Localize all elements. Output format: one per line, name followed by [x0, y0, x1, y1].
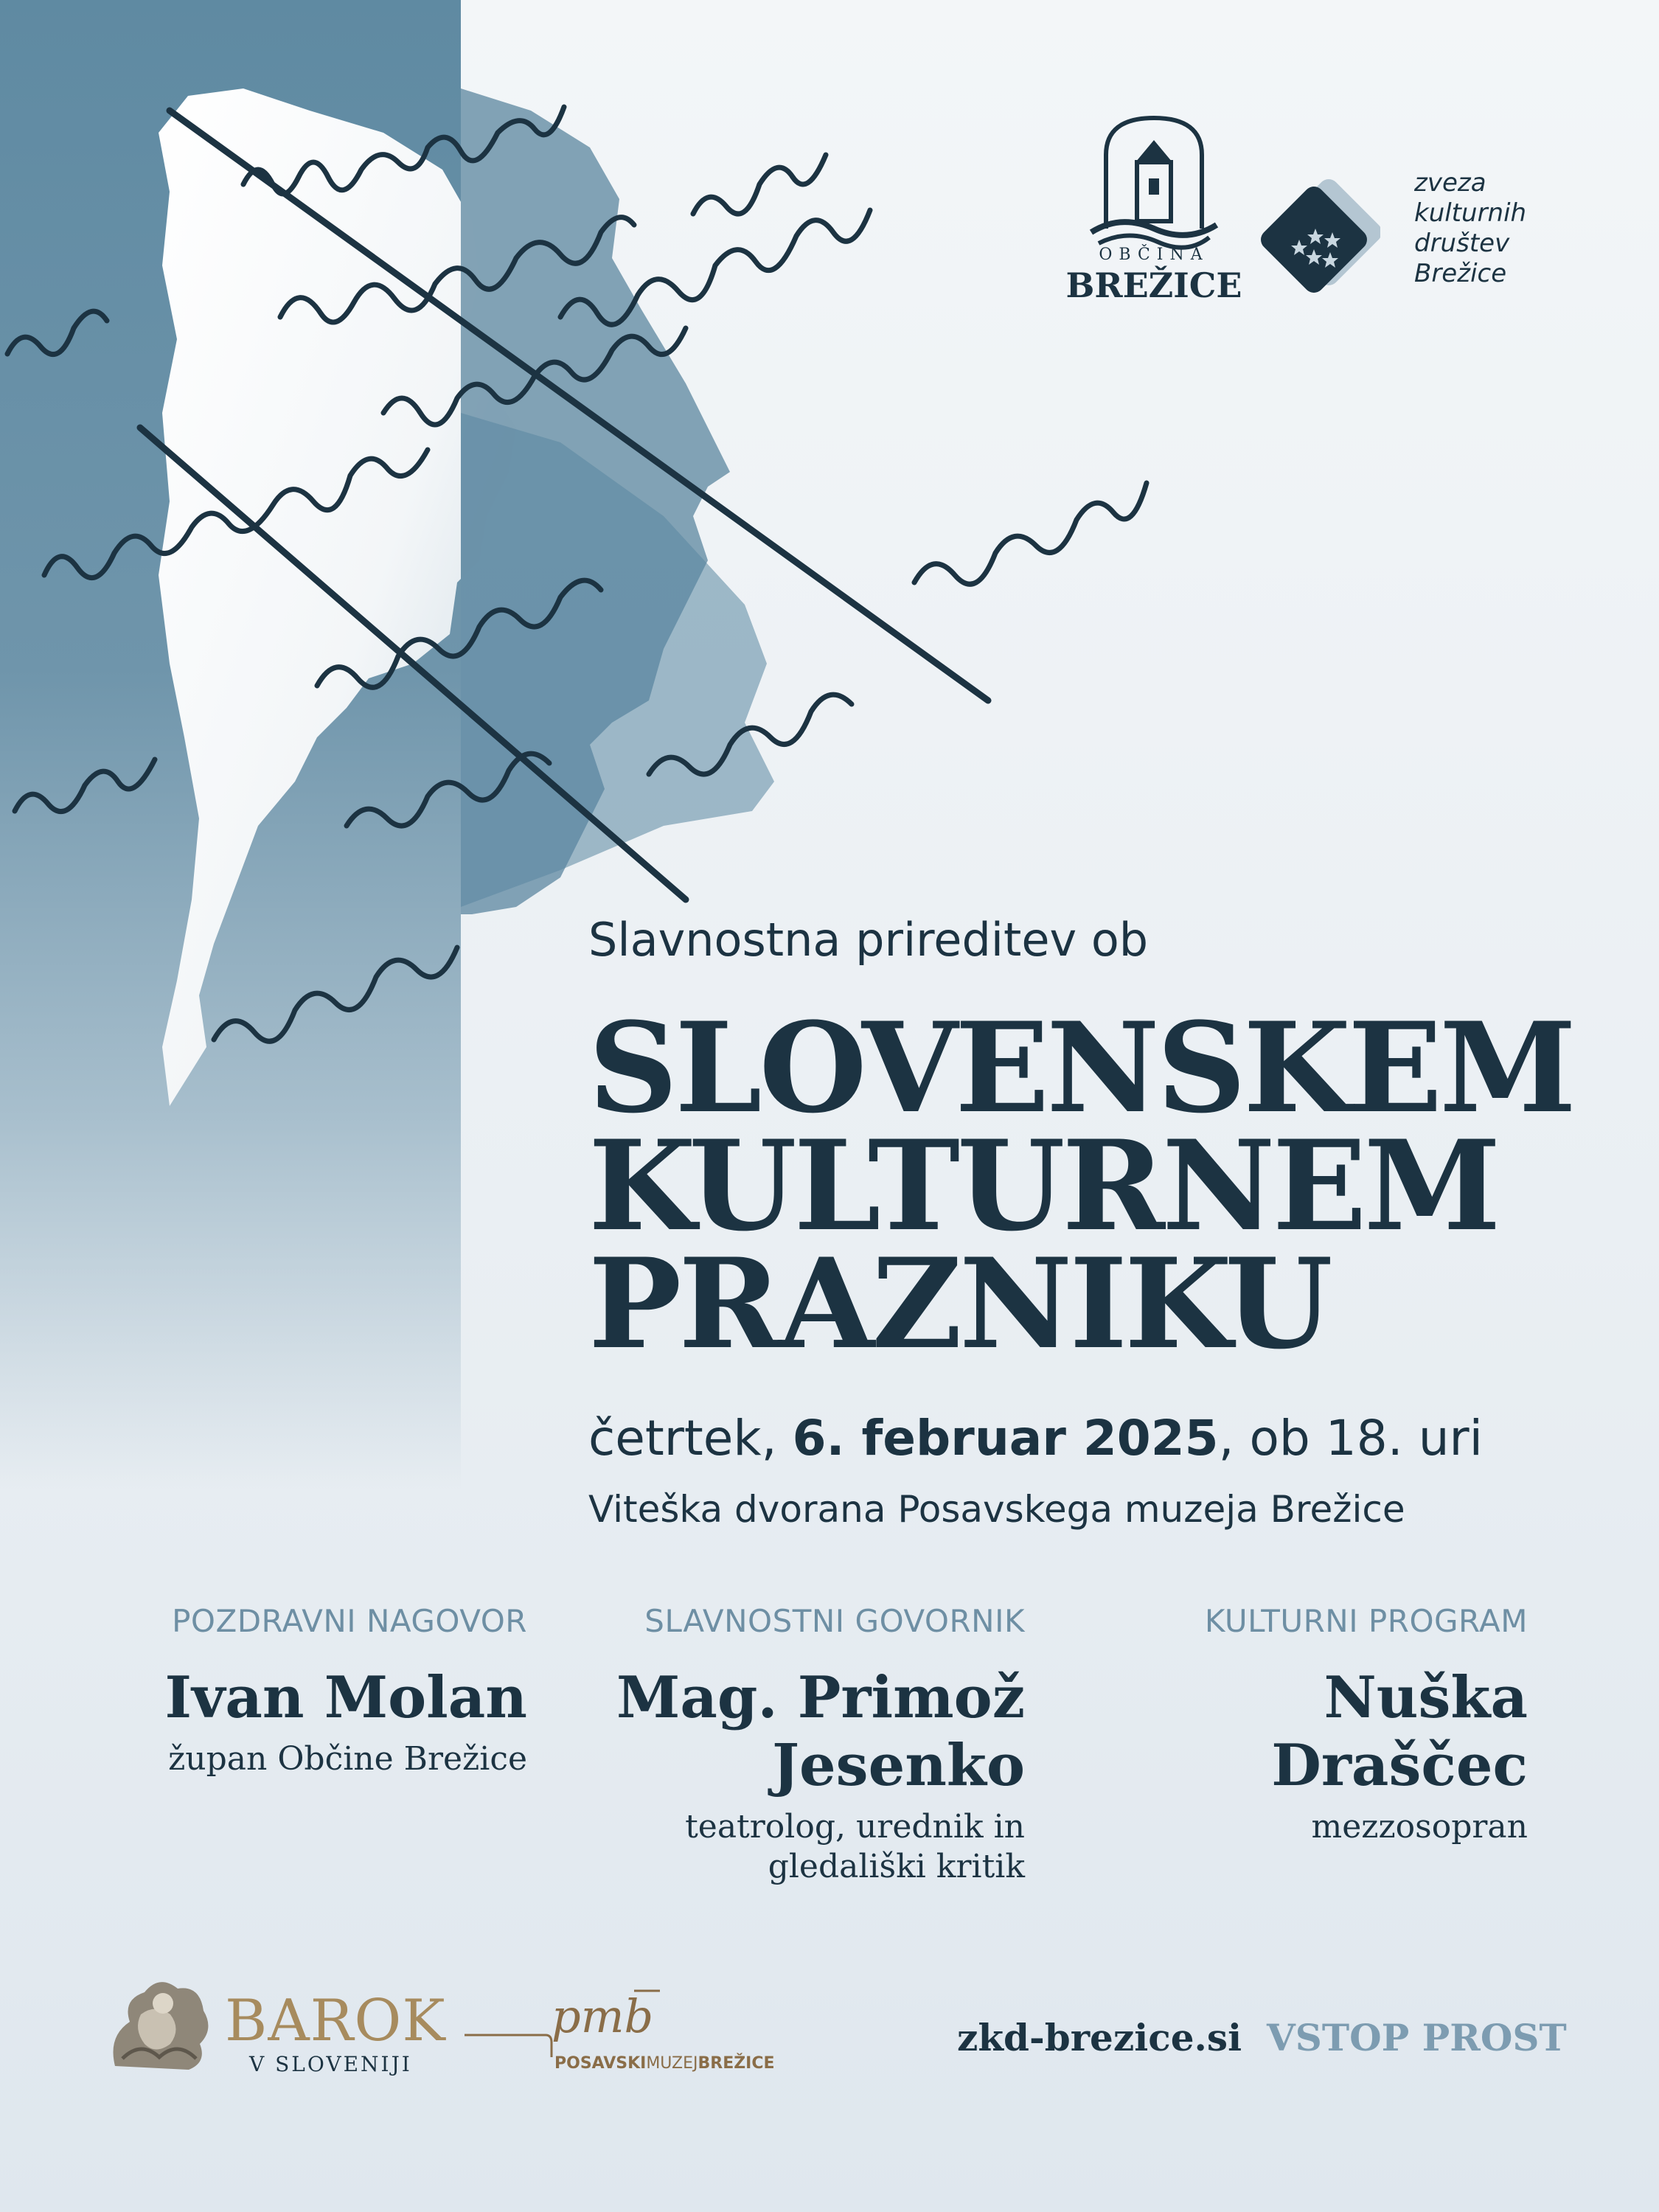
- program-column-culture: [1071, 1603, 1528, 1847]
- star-cluster-icon: [1248, 170, 1380, 310]
- event-day: četrtek,: [588, 1410, 793, 1467]
- event-subtitle: Slavnostna prireditev ob: [588, 913, 1149, 967]
- title-line: KULTURNEM: [588, 1113, 1498, 1259]
- program-column-welcome: [114, 1603, 527, 1779]
- zkd-logo-text: [1414, 168, 1562, 289]
- column-person-description: teatrolog, urednik in gledališki kritik: [685, 1808, 1025, 1885]
- title-line: SLOVENSKEM: [588, 995, 1574, 1141]
- zkd-logo-line: društev: [1414, 229, 1510, 258]
- pmb-label-part: POSAVSKI: [554, 2054, 647, 2073]
- pmb-monogram-icon: [465, 1983, 774, 2065]
- event-date-line: [588, 1410, 1483, 1467]
- zkd-logo-line: zveza: [1414, 168, 1486, 198]
- zkd-logo-line: kulturnih: [1414, 198, 1527, 228]
- title-line: PRAZNIKU: [588, 1231, 1330, 1377]
- column-role: KULTURNI PROGRAM: [1204, 1603, 1528, 1639]
- event-date: 6. februar 2025: [792, 1410, 1219, 1467]
- pmb-logo-label: [554, 2054, 775, 2073]
- zkd-logo-line: Brežice: [1414, 259, 1507, 288]
- silhouette-shadow-shape: [461, 413, 774, 907]
- column-person-description: župan Občine Brežice: [168, 1740, 527, 1778]
- column-role: POZDRAVNI NAGOVOR: [172, 1603, 527, 1639]
- free-entry-note: VSTOP PROST: [1267, 2016, 1567, 2059]
- logo-obcina-top-text: OBČINA: [1099, 246, 1209, 264]
- column-role: SLAVNOSTNI GOVORNIK: [644, 1603, 1025, 1639]
- logo-obcina-name: BREŽICE: [1065, 265, 1242, 305]
- event-title: [588, 995, 1606, 1377]
- column-person-description: mezzosopran: [1311, 1808, 1528, 1846]
- column-person-name: Ivan Molan: [164, 1664, 527, 1731]
- pmb-monogram-text: pmb: [552, 1989, 654, 2043]
- website-link[interactable]: zkd-brezice.si: [957, 2016, 1242, 2059]
- column-person-name: Mag. Primož Jesenko: [616, 1664, 1025, 1799]
- program-column-speaker: [582, 1603, 1025, 1887]
- pmb-label-part: BREŽICE: [698, 2054, 775, 2073]
- event-venue: Viteška dvorana Posavskega muzeja Brežice: [588, 1488, 1405, 1531]
- event-time: , ob 18. uri: [1218, 1410, 1484, 1467]
- baroque-statue-icon: [100, 1970, 218, 2073]
- barok-logo-word: BAROK: [225, 1988, 446, 2054]
- pmb-label-part: MUZEJ: [646, 2054, 698, 2073]
- column-person-name: Nuška Draščec: [1271, 1664, 1528, 1799]
- preseren-silhouette-handwriting-art: [0, 0, 1253, 1150]
- barok-logo-subtitle: V SLOVENIJI: [249, 2052, 412, 2076]
